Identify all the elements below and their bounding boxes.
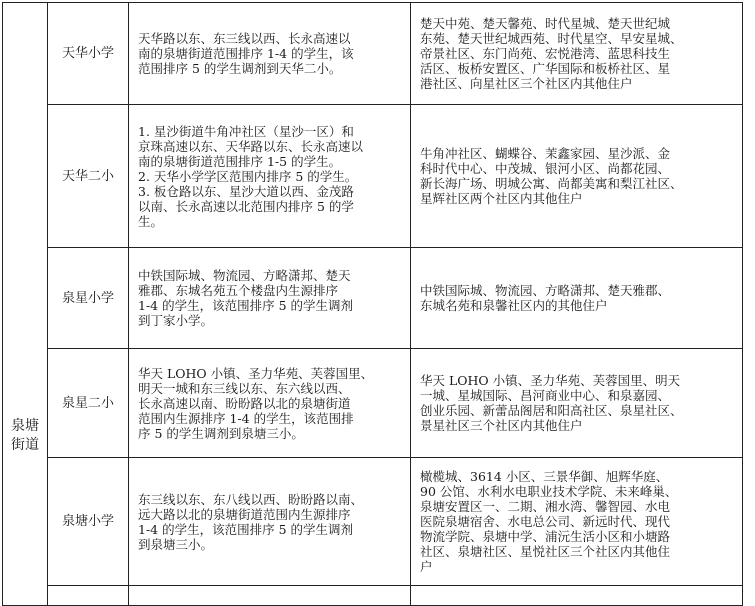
residence-line: 新长海广场、明城公寓、尚都美寓和梨江社区、 — [420, 176, 683, 191]
table-row — [3, 458, 743, 586]
range-line: 南的泉塘街道范围排序 1-5 的学生。 — [138, 153, 342, 169]
range-line: 明天一城和东三线以东、东六线以西、 — [138, 380, 351, 396]
school-name: 天华二小 — [61, 168, 114, 184]
school-name-cell — [48, 586, 129, 606]
table-row — [3, 586, 743, 606]
range-line: 范围排序 5 的学生调剂到天华二小。 — [138, 61, 342, 76]
residence-line: 医院泉塘宿舍、水电总公司、新远时代、现代 — [420, 514, 671, 529]
table-row — [3, 3, 743, 105]
enrollment-range-cell — [129, 3, 411, 105]
range-line: 天华路以东、东三线以西、长永高速以 — [138, 31, 351, 46]
residence-line: 物流学院、泉塘中学、浦沅生活小区和小塘路 — [420, 529, 671, 544]
school-district-table — [2, 2, 743, 606]
school-name-cell — [48, 458, 129, 586]
residence-line: 东城名苑和泉馨社区内的其他住户 — [420, 298, 608, 313]
school-name-cell — [48, 3, 129, 105]
enrollment-range-cell — [129, 349, 411, 458]
residence-line: 中铁国际城、物流园、方略潇邦、楚天雅郡、 — [420, 283, 671, 298]
range-line: 雅郡、东城名苑五个楼盘内生源排序 — [138, 283, 339, 298]
range-line: 中铁国际城、物流园、方略潇邦、楚天 — [138, 268, 351, 283]
school-name: 天华小学 — [61, 46, 114, 61]
school-name-cell — [48, 349, 129, 458]
residences-cell — [411, 586, 743, 606]
residence-line: 90 公馆、水利水电职业技术学院、未来峰巢、 — [420, 484, 678, 499]
residence-line: 华天 LOHO 小镇、圣力华苑、芙蓉国里、明天 — [420, 373, 681, 388]
residence-line: 东苑、楚天世纪城西苑、时代星空、早安星城、 — [420, 31, 683, 46]
range-line: 1-4 的学生，该范围排序 5 的学生调剂 — [138, 521, 354, 537]
range-line: 生。 — [138, 213, 164, 229]
range-line: 序 5 的学生调剂到泉塘三小。 — [138, 425, 304, 441]
school-name: 泉星小学 — [61, 290, 114, 306]
range-line: 3. 板仓路以东、星沙大道以西、金茂路 — [138, 183, 354, 199]
residence-line: 橄榄城、3614 小区、三景华御、旭辉华庭、 — [420, 469, 669, 484]
residence-line: 一城、星城国际、昌河商业中心、和泉嘉园、 — [420, 388, 671, 403]
range-line: 以南、长永高速以北范围内排序 5 的学 — [138, 198, 354, 214]
residence-line: 景星社区三个社区内其他住户 — [420, 418, 583, 433]
residences-cell — [411, 105, 743, 248]
range-line: 到丁家小学。 — [138, 313, 214, 328]
residence-line: 科时代中心、中茂城、银河小区、尚都花园、 — [420, 161, 671, 176]
residence-line: 楚天中苑、楚天馨苑、时代星城、楚天世纪城 — [420, 16, 671, 31]
residence-line: 户 — [420, 559, 433, 574]
residence-line: 创业乐园、新蕾品阁居和阳高社区、泉星社区、 — [420, 403, 683, 418]
range-line: 2. 天华小学学区范围内排序 5 的学生。 — [138, 168, 358, 184]
residences-cell — [411, 3, 743, 105]
enrollment-range-cell — [129, 248, 411, 349]
range-line: 京珠高速以东、天华路以东、长永高速以 — [138, 138, 364, 154]
residence-line: 星辉社区两个社区内其他住户 — [420, 191, 583, 206]
range-line: 范围内生源排序 1-4 的学生，该范围排 — [138, 410, 354, 426]
range-line: 远大路以北的泉塘街道范围内生源排序 — [138, 506, 351, 522]
residence-line: 泉塘安置区一、二期、湘水湾、馨智园、水电 — [420, 499, 671, 514]
range-line: 长永高速以南、盼盼路以北的泉塘街道 — [138, 395, 351, 411]
enrollment-range-cell — [129, 105, 411, 248]
range-line: 东三线以东、东八线以西、盼盼路以南、 — [138, 491, 364, 507]
enrollment-range-cell — [129, 586, 411, 606]
residences-cell — [411, 248, 743, 349]
residence-line: 帝景社区、东门尚苑、宏悦港湾、蓝思科技生 — [420, 46, 671, 61]
residence-line: 港社区、向星社区三个社区内其他住户 — [420, 76, 633, 91]
enrollment-range-cell — [129, 458, 411, 586]
residence-line: 牛角冲社区、蝴蝶谷、茉鑫家园、星沙派、金 — [420, 146, 671, 161]
residences-cell — [411, 349, 743, 458]
range-line: 到泉塘三小。 — [138, 536, 214, 552]
school-name-cell — [48, 248, 129, 349]
range-line: 华天 LOHO 小镇、圣力华苑、芙蓉国里、 — [138, 365, 374, 381]
district-cell — [3, 3, 48, 606]
table-row — [3, 248, 743, 349]
school-name: 泉星二小 — [61, 395, 114, 411]
residences-cell — [411, 458, 743, 586]
school-name: 泉塘小学 — [61, 514, 114, 529]
table-row — [3, 349, 743, 458]
residence-line: 社区、泉塘社区、星悦社区三个社区内其他住 — [420, 544, 671, 559]
range-line: 1-4 的学生，该范围排序 5 的学生调剂 — [138, 298, 354, 313]
range-line: 1. 星沙街道牛角冲社区（星沙一区）和 — [138, 123, 354, 139]
residence-line: 活区、板桥安置区、广华国际和板桥社区、星 — [420, 61, 671, 76]
district-name: 泉塘街道 — [11, 418, 39, 453]
table-row — [3, 105, 743, 248]
school-name-cell — [48, 105, 129, 248]
range-line: 南的泉塘街道范围排序 1-4 的学生，该 — [138, 46, 354, 61]
